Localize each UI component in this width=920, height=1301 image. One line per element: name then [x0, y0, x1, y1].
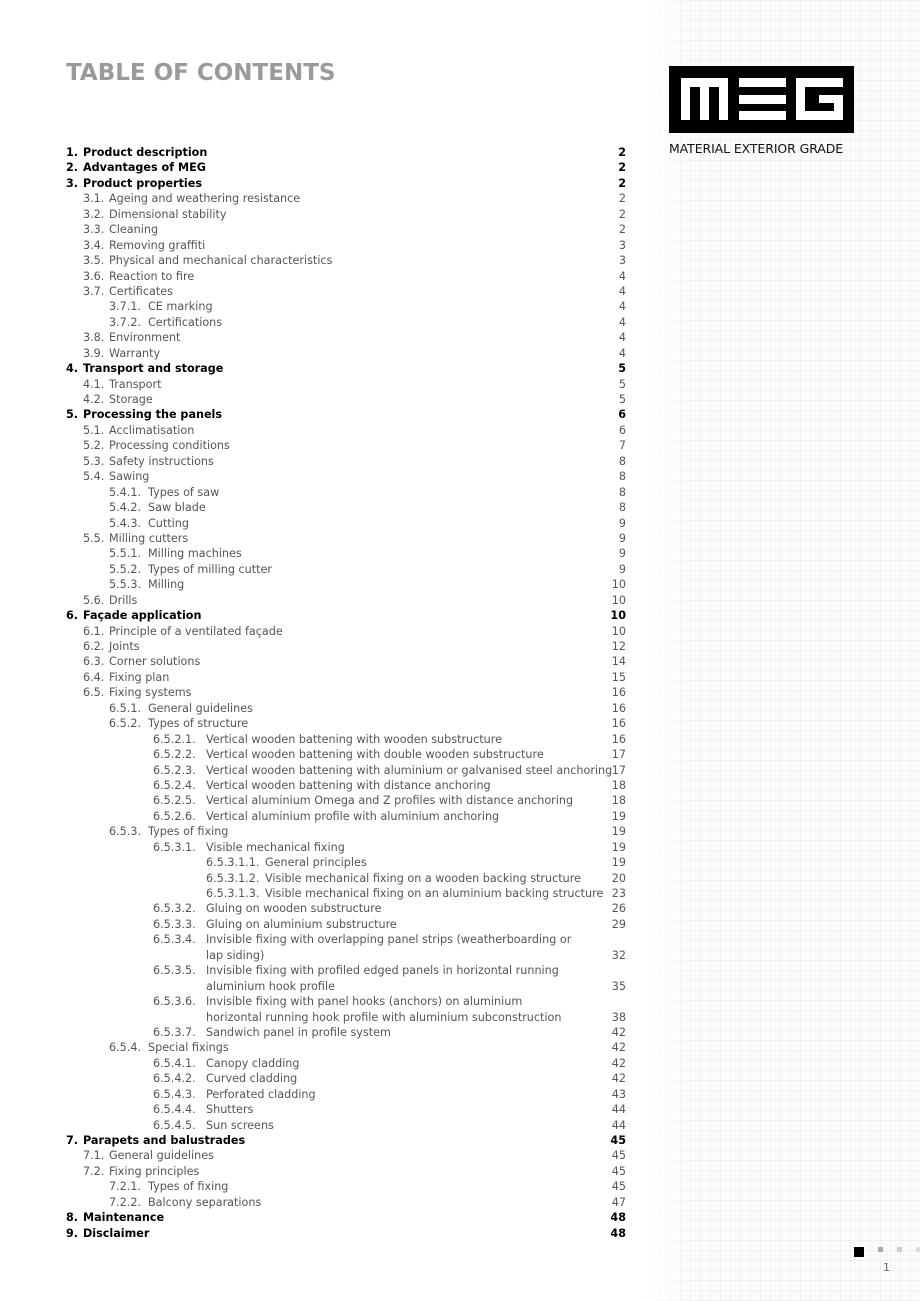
toc-entry-title: Physical and mechanical characteristics [109, 254, 333, 268]
toc-entry-title: Gluing on wooden substructure [206, 902, 382, 916]
toc-entry-title: General guidelines [109, 1149, 214, 1163]
toc-entry[interactable] [66, 377, 628, 392]
toc-entry-number: 3.8. [83, 331, 105, 345]
toc-entry-title: Invisible fixing with overlapping panel strips (weatherboarding or lap siding) [206, 933, 572, 962]
toc-entry[interactable] [66, 407, 628, 422]
toc-entry[interactable] [66, 654, 628, 669]
toc-entry[interactable] [66, 716, 628, 731]
toc-entry[interactable] [66, 608, 628, 623]
toc-entry-title: Disclaimer [83, 1226, 150, 1240]
meg-logo-icon [669, 66, 854, 133]
toc-entry-title: Vertical wooden battening with distance anchoring [206, 778, 491, 792]
toc-entry-page: 45 [611, 1164, 626, 1178]
toc-entry[interactable] [66, 1133, 628, 1148]
toc-entry-number: 6.5.3. [109, 825, 142, 839]
toc-entry[interactable] [66, 624, 628, 639]
toc-entry-page: 18 [611, 794, 626, 808]
toc-entry-page: 19 [611, 809, 626, 823]
toc-entry-page: 19 [611, 825, 626, 839]
toc-entry-page: 10 [611, 624, 626, 638]
toc-entry-title: Balcony separations [148, 1195, 262, 1209]
toc-entry-number: 3.4. [83, 238, 105, 252]
toc-entry-title: Sun screens [206, 1118, 274, 1132]
toc-entry-page: 9 [618, 562, 626, 576]
toc-entry-title: Maintenance [83, 1211, 165, 1225]
toc-entry-number: 6.5.4. [109, 1041, 142, 1055]
toc-entry-title: Advantages of MEG [83, 161, 206, 175]
toc-entry-page: 48 [610, 1211, 626, 1225]
toc-entry[interactable] [66, 886, 628, 901]
toc-entry[interactable] [66, 1040, 628, 1055]
toc-entry-title: Vertical wooden battening with wooden substructure [206, 732, 503, 746]
toc-entry-page: 4 [618, 346, 626, 360]
toc-entry[interactable] [66, 531, 628, 546]
toc-entry-number: 9. [66, 1226, 79, 1240]
toc-entry-title: Visible mechanical fixing [206, 840, 345, 854]
toc-entry-number: 5.3. [83, 454, 105, 468]
toc-entry-page: 16 [611, 701, 626, 715]
toc-entry-page: 42 [611, 1025, 626, 1039]
toc-entry-title: Types of milling cutter [148, 562, 272, 576]
toc-entry-title: Transport [109, 377, 162, 391]
toc-entry-number: 5.4. [83, 470, 105, 484]
toc-entry[interactable] [66, 284, 628, 299]
toc-entry-page: 48 [610, 1226, 626, 1240]
toc-entry[interactable] [66, 1118, 628, 1133]
toc-entry-number: 6.2. [83, 640, 105, 653]
toc-entry[interactable] [66, 423, 628, 438]
toc-entry[interactable] [66, 191, 628, 206]
toc-entry-title: Canopy cladding [206, 1056, 300, 1070]
toc-entry-number: 6.5.4.4. [153, 1103, 196, 1117]
toc-entry-title: Principle of a ventilated façade [109, 624, 283, 638]
toc-entry-title: Processing the panels [83, 408, 223, 422]
logo-tagline: MATERIAL EXTERIOR GRADE [669, 141, 844, 156]
toc-entry-number: 6.5.4.3. [153, 1087, 196, 1101]
toc-entry-title: Corner solutions [109, 655, 201, 669]
toc-entry-number: 3.7.1. [109, 300, 142, 314]
toc-entry-title: Saw blade [148, 501, 206, 515]
toc-entry-page: 45 [611, 1180, 626, 1194]
toc-entry-number: 7.1. [83, 1149, 105, 1163]
toc-entry-number: 6.5.3.4. [153, 933, 196, 947]
toc-entry-title: Certifications [148, 315, 223, 329]
toc-entry-number: 4.2. [83, 393, 105, 406]
toc-entry-number: 6.5. [83, 686, 105, 700]
toc-entry-page: 4 [618, 331, 626, 345]
toc-entry[interactable] [66, 160, 628, 175]
toc-entry[interactable] [66, 1195, 628, 1210]
toc-entry-title: Storage [109, 393, 153, 406]
toc-entry-number: 2. [66, 161, 79, 175]
toc-entry[interactable] [66, 269, 628, 284]
toc-entry-page: 42 [611, 1072, 626, 1086]
toc-entry-number: 4. [66, 362, 79, 376]
toc-entry[interactable] [66, 238, 628, 253]
toc-entry[interactable] [66, 438, 628, 453]
toc-entry-number: 6.5.3.1. [153, 840, 196, 854]
toc-entry-number: 3.6. [83, 269, 105, 283]
toc-entry-number: 6.5.4.5. [153, 1118, 196, 1132]
toc-entry-number: 6.5.3.1.1. [206, 856, 260, 870]
toc-entry-page: 4 [618, 284, 626, 298]
toc-entry-title: Vertical aluminium Omega and Z profiles with distance anchoring [206, 794, 574, 808]
toc-entry[interactable] [66, 392, 628, 407]
page-dot [878, 1247, 883, 1252]
toc-entry-number: 3.5. [83, 254, 105, 268]
toc-entry-page: 7 [618, 439, 626, 453]
toc-entry-title: Types of fixing [148, 1180, 229, 1194]
toc-entry-number: 6.5.2. [109, 717, 142, 731]
toc-entry[interactable] [66, 330, 628, 345]
toc-entry-title: Environment [109, 331, 181, 345]
toc-entry-title: Shutters [206, 1103, 254, 1117]
toc-entry[interactable] [66, 778, 628, 793]
toc-entry-number: 6.5.3.2. [153, 902, 196, 916]
toc-entry-title: Milling [148, 578, 185, 592]
toc-entry-number: 6.5.3.5. [153, 964, 196, 978]
toc-entry-title: General principles [265, 856, 367, 870]
toc-entry-number: 5.4.2. [109, 501, 142, 515]
toc-entry-number: 6.5.2.4. [153, 778, 196, 792]
toc-entry-title: Cleaning [109, 223, 159, 237]
toc-entry-number: 6.3. [83, 655, 105, 669]
toc-entry-page: 4 [618, 300, 626, 314]
toc-entry-page: 16 [611, 686, 626, 700]
toc-entry[interactable] [66, 639, 628, 654]
toc-entry-number: 6.5.4.2. [153, 1072, 196, 1086]
toc-entry-number: 5.5.3. [109, 578, 142, 592]
toc-entry-number: 6. [66, 609, 79, 623]
toc-entry[interactable] [66, 855, 628, 870]
page-dot [916, 1247, 920, 1252]
toc-entry-number: 6.5.1. [109, 701, 142, 715]
toc-entry-title: Visible mechanical fixing on a wooden backing structure [265, 871, 581, 885]
toc-entry-page: 45 [611, 1149, 626, 1163]
toc-entry[interactable] [66, 562, 628, 577]
toc-entry-page: 12 [611, 640, 626, 653]
toc-entry-number: 5.1. [83, 423, 105, 437]
toc-entry-page: 16 [611, 717, 626, 731]
toc-entry-page: 8 [618, 454, 626, 468]
toc-entry[interactable] [66, 1164, 628, 1179]
toc-entry-title: Vertical wooden battening with double wooden substructure [206, 748, 544, 762]
toc-entry-page: 44 [611, 1118, 626, 1132]
toc-entry-number: 8. [66, 1211, 79, 1225]
toc-entry-title: Gluing on aluminium substructure [206, 917, 397, 931]
toc-entry[interactable] [66, 577, 628, 592]
toc-entry-title: Reaction to fire [109, 269, 195, 283]
toc-entry-number: 5.4.1. [109, 485, 142, 499]
toc-entry-number: 6.5.2.6. [153, 809, 196, 823]
toc-entry-page: 35 [611, 979, 626, 993]
toc-entry[interactable] [66, 1025, 628, 1040]
toc-entry-page: 8 [618, 470, 626, 484]
toc-entry-page: 8 [618, 501, 626, 515]
toc-entry[interactable] [66, 299, 628, 314]
toc-entry[interactable] [66, 485, 628, 500]
toc-entry-page: 45 [610, 1134, 626, 1148]
toc-entry-number: 6.5.4.1. [153, 1056, 196, 1070]
toc-entry[interactable] [66, 1148, 628, 1163]
toc-entry-number: 4.1. [83, 377, 105, 391]
toc-entry[interactable] [66, 701, 628, 716]
toc-entry-number: 5. [66, 408, 79, 422]
toc-entry[interactable] [66, 222, 628, 237]
toc-entry[interactable] [66, 1226, 628, 1241]
toc-entry-page: 23 [611, 887, 626, 900]
toc-entry-page: 2 [618, 161, 626, 175]
toc-entry-number: 3.7.2. [109, 315, 142, 329]
toc-entry[interactable] [66, 145, 628, 160]
toc-entry-page: 3 [618, 254, 626, 268]
toc-entry-number: 6.1. [83, 624, 105, 638]
toc-entry-page: 10 [611, 578, 626, 592]
toc-entry-number: 3.1. [83, 192, 105, 206]
toc-entry-number: 5.5. [83, 531, 105, 545]
toc-entry-page: 8 [618, 485, 626, 499]
toc-entry-title: Dimensional stability [109, 207, 227, 221]
toc-entry-number: 6.5.2.1. [153, 732, 196, 746]
toc-entry[interactable] [66, 871, 628, 886]
toc-entry-page: 19 [611, 840, 626, 854]
toc-entry-title: Sandwich panel in profile system [206, 1025, 391, 1039]
toc-entry-number: 6.5.3.3. [153, 917, 196, 931]
toc-entry-title: Parapets and balustrades [83, 1134, 246, 1148]
toc-entry[interactable] [66, 824, 628, 839]
toc-entry-title: Types of fixing [148, 825, 229, 839]
toc-entry-title: Milling cutters [109, 531, 189, 545]
toc-entry-page: 4 [618, 269, 626, 283]
toc-entry[interactable] [66, 1179, 628, 1194]
toc-entry[interactable] [66, 315, 628, 330]
toc-entry-page: 15 [611, 670, 626, 684]
toc-entry-page: 2 [618, 176, 626, 190]
toc-entry-title: Invisible fixing with profiled edged panels in horizontal running aluminium hook profile [206, 964, 559, 993]
toc-entry-title: General guidelines [148, 701, 253, 715]
toc-entry[interactable] [66, 361, 628, 376]
toc-entry-title: Ageing and weathering resistance [109, 192, 301, 206]
toc-entry-number: 3.3. [83, 223, 105, 237]
toc-entry-number: 7.2.2. [109, 1195, 142, 1209]
toc-entry-number: 5.4.3. [109, 516, 142, 530]
toc-entry-title: Types of structure [148, 717, 249, 731]
toc-entry-title: Warranty [109, 346, 161, 360]
toc-entry-number: 6.5.3.7. [153, 1025, 196, 1039]
toc-entry-page: 14 [611, 655, 626, 669]
toc-entry-page: 2 [618, 207, 626, 221]
toc-entry-page: 43 [611, 1087, 626, 1101]
toc-entry-page: 17 [611, 748, 626, 762]
toc-entry[interactable] [66, 747, 628, 762]
toc-entry-page: 2 [618, 146, 626, 159]
toc-entry-number: 3.2. [83, 207, 105, 221]
toc-entry[interactable] [66, 500, 628, 515]
toc-entry-title: Acclimatisation [109, 423, 195, 437]
toc-entry-title: Transport and storage [83, 362, 224, 376]
toc-entry[interactable] [66, 1087, 628, 1102]
toc-entry[interactable] [66, 809, 628, 824]
toc-entry-page: 17 [611, 763, 626, 777]
toc-entry-page: 16 [611, 732, 626, 746]
toc-entry-page: 20 [611, 871, 626, 885]
toc-entry-page: 10 [611, 593, 626, 607]
toc-entry[interactable] [66, 994, 628, 1025]
toc-entry-number: 3.9. [83, 346, 105, 360]
toc-entry-number: 5.6. [83, 593, 105, 607]
meg-logo [669, 66, 854, 133]
toc-entry-number: 7. [66, 1134, 79, 1148]
toc-entry-title: Milling machines [148, 547, 242, 561]
toc-entry-title: Façade application [83, 609, 202, 623]
toc-entry[interactable] [66, 546, 628, 561]
toc-entry-title: Perforated cladding [206, 1087, 316, 1101]
toc-entry-page: 29 [611, 917, 626, 931]
toc-entry[interactable] [66, 685, 628, 700]
toc-entry-title: Visible mechanical fixing on an aluminium backing structure [265, 887, 604, 900]
toc-entry-title: Product description [83, 146, 208, 159]
toc-entry[interactable] [66, 1071, 628, 1086]
toc-entry[interactable] [66, 469, 628, 484]
toc-entry-number: 6.5.2.3. [153, 763, 196, 777]
toc-entry[interactable] [66, 346, 628, 361]
toc-entry-number: 6.5.3.6. [153, 995, 196, 1009]
toc-entry-title: Certificates [109, 284, 173, 298]
page-dot-active [854, 1247, 864, 1257]
toc-entry-page: 10 [610, 609, 626, 623]
page-title: TABLE OF CONTENTS [66, 60, 336, 86]
toc-entry-page: 44 [611, 1103, 626, 1117]
toc-entry[interactable] [66, 840, 628, 855]
toc-entry-page: 2 [618, 192, 626, 206]
toc-entry-title: Drills [109, 593, 138, 607]
toc-entry-number: 7.2. [83, 1164, 105, 1178]
toc-entry-number: 5.5.1. [109, 547, 142, 561]
page-number: 1 [883, 1261, 890, 1274]
toc-entry-number: 3.7. [83, 284, 105, 298]
toc-entry[interactable] [66, 932, 628, 963]
toc-entry[interactable] [66, 917, 628, 932]
toc-entry[interactable] [66, 793, 628, 808]
table-of-contents [66, 145, 628, 1241]
grid-background [640, 0, 920, 1301]
toc-entry[interactable] [66, 670, 628, 685]
toc-entry[interactable] [66, 253, 628, 268]
toc-entry-title: Vertical wooden battening with aluminium or galvanised steel anchoring [206, 763, 613, 777]
toc-entry-title: Curved cladding [206, 1072, 298, 1086]
toc-entry-title: Processing conditions [109, 439, 230, 453]
toc-entry-title: Vertical aluminium profile with aluminium anchoring [206, 809, 500, 823]
toc-entry-number: 5.2. [83, 439, 105, 453]
toc-entry-page: 5 [618, 362, 626, 376]
toc-entry-number: 6.4. [83, 670, 105, 684]
toc-entry-number: 3. [66, 176, 79, 190]
toc-entry-number: 1. [66, 146, 79, 159]
toc-entry-page: 9 [618, 531, 626, 545]
toc-entry-number: 6.5.3.1.3. [206, 887, 260, 900]
toc-entry-title: CE marking [148, 300, 213, 314]
toc-entry-page: 3 [618, 238, 626, 252]
toc-entry-page: 38 [611, 1010, 626, 1024]
toc-entry[interactable] [66, 1056, 628, 1071]
toc-entry[interactable] [66, 1102, 628, 1117]
toc-entry-page: 42 [611, 1041, 626, 1055]
toc-entry-number: 7.2.1. [109, 1180, 142, 1194]
toc-entry-page: 26 [611, 902, 626, 916]
toc-entry-title: Special fixings [148, 1041, 229, 1055]
toc-entry[interactable] [66, 207, 628, 222]
toc-entry-title: Fixing plan [109, 670, 170, 684]
toc-entry[interactable] [66, 176, 628, 191]
toc-entry-page: 4 [618, 315, 626, 329]
toc-entry-page: 47 [611, 1195, 626, 1209]
toc-entry-page: 5 [618, 393, 626, 406]
toc-entry-page: 9 [618, 516, 626, 530]
toc-entry-number: 6.5.2.5. [153, 794, 196, 808]
toc-entry[interactable] [66, 763, 628, 778]
toc-entry-title: Joints [109, 640, 140, 653]
toc-entry-title: Removing graffiti [109, 238, 206, 252]
toc-entry-page: 2 [618, 223, 626, 237]
toc-entry[interactable] [66, 963, 628, 994]
toc-entry-page: 32 [611, 948, 626, 962]
toc-entry-number: 6.5.3.1.2. [206, 871, 260, 885]
toc-entry-number: 5.5.2. [109, 562, 142, 576]
toc-entry-title: Fixing principles [109, 1164, 200, 1178]
toc-entry[interactable] [66, 732, 628, 747]
toc-entry-page: 19 [611, 856, 626, 870]
page-indicator [854, 1245, 920, 1257]
page-dot [897, 1247, 902, 1252]
toc-entry-title: Safety instructions [109, 454, 214, 468]
toc-entry-title: Cutting [148, 516, 189, 530]
toc-entry-page: 6 [618, 408, 626, 422]
toc-entry-title: Invisible fixing with panel hooks (anchors) on aluminium horizontal running hook profile with aluminium subconstruction [206, 995, 562, 1024]
toc-entry-number: 6.5.2.2. [153, 748, 196, 762]
toc-entry-title: Sawing [109, 470, 150, 484]
toc-entry[interactable] [66, 901, 628, 916]
toc-entry[interactable] [66, 1210, 628, 1225]
toc-entry-page: 9 [618, 547, 626, 561]
toc-entry[interactable] [66, 454, 628, 469]
toc-entry-title: Types of saw [148, 485, 220, 499]
toc-entry-title: Fixing systems [109, 686, 192, 700]
toc-entry[interactable] [66, 593, 628, 608]
toc-entry-title: Product properties [83, 176, 203, 190]
toc-entry-page: 5 [618, 377, 626, 391]
toc-entry-page: 42 [611, 1056, 626, 1070]
toc-entry-page: 6 [618, 423, 626, 437]
toc-entry[interactable] [66, 516, 628, 531]
toc-entry-page: 18 [611, 778, 626, 792]
